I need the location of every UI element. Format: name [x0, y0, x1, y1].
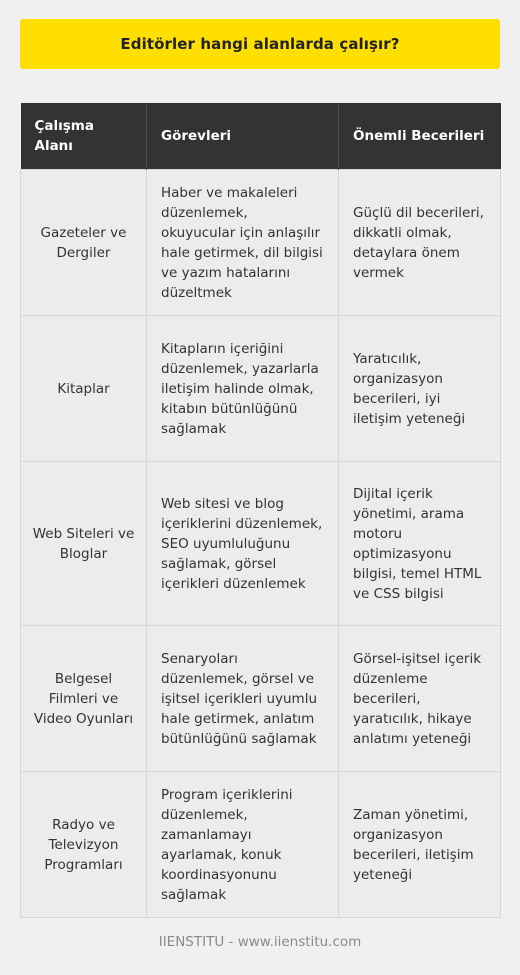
row-skills: Yaratıcılık, organizasyon becerileri, iyi iletişim yeteneği — [339, 316, 501, 462]
footer-credit: IIENSTITU - www.iienstitu.com — [158, 934, 362, 950]
row-duties: Kitapların içeriğini düzenlemek, yazarlarla iletişim halinde olmak, kitabın bütünlüğünü sağlamak — [147, 316, 339, 462]
table-row — [21, 170, 501, 316]
page-title: Editörler hangi alanlarda çalışır? — [120, 35, 400, 53]
table-row — [21, 316, 501, 462]
row-duties: Web sitesi ve blog içeriklerini düzenlemek, SEO uyumluluğunu sağlamak, görsel içerikleri düzenlemek — [147, 462, 339, 626]
row-skills: Zaman yönetimi, organizasyon becerileri, iletişim yeteneği — [339, 772, 501, 918]
row-skills: Görsel-işitsel içerik düzenleme becerileri, yaratıcılık, hikaye anlatımı yeteneği — [339, 626, 501, 772]
row-area: Belgesel Filmleri ve Video Oyunları — [21, 626, 147, 772]
row-area: Kitaplar — [21, 316, 147, 462]
row-duties: Program içeriklerini düzenlemek, zamanlamayı ayarlamak, konuk koordinasyonunu sağlamak — [147, 772, 339, 918]
row-area: Radyo ve Televizyon Programları — [21, 772, 147, 918]
fields-table — [20, 103, 501, 918]
header-work-area: Çalışma Alanı — [21, 103, 147, 170]
table-row — [21, 626, 501, 772]
table-row — [21, 772, 501, 918]
row-duties: Senaryoları düzenlemek, görsel ve işitsel içerikleri uyumlu hale getirmek, anlatım bütünlüğünü sağlamak — [147, 626, 339, 772]
table-row — [21, 462, 501, 626]
table-header-row — [21, 103, 501, 170]
row-skills: Güçlü dil becerileri, dikkatli olmak, detaylara önem vermek — [339, 170, 501, 316]
row-duties: Haber ve makaleleri düzenlemek, okuyucular için anlaşılır hale getirmek, dil bilgisi ve yazım hatalarını düzeltmek — [147, 170, 339, 316]
row-skills: Dijital içerik yönetimi, arama motoru optimizasyonu bilgisi, temel HTML ve CSS bilgisi — [339, 462, 501, 626]
title-banner — [20, 19, 500, 69]
row-area: Gazeteler ve Dergiler — [21, 170, 147, 316]
row-area: Web Siteleri ve Bloglar — [21, 462, 147, 626]
header-skills: Önemli Becerileri — [339, 103, 501, 170]
header-duties: Görevleri — [147, 103, 339, 170]
